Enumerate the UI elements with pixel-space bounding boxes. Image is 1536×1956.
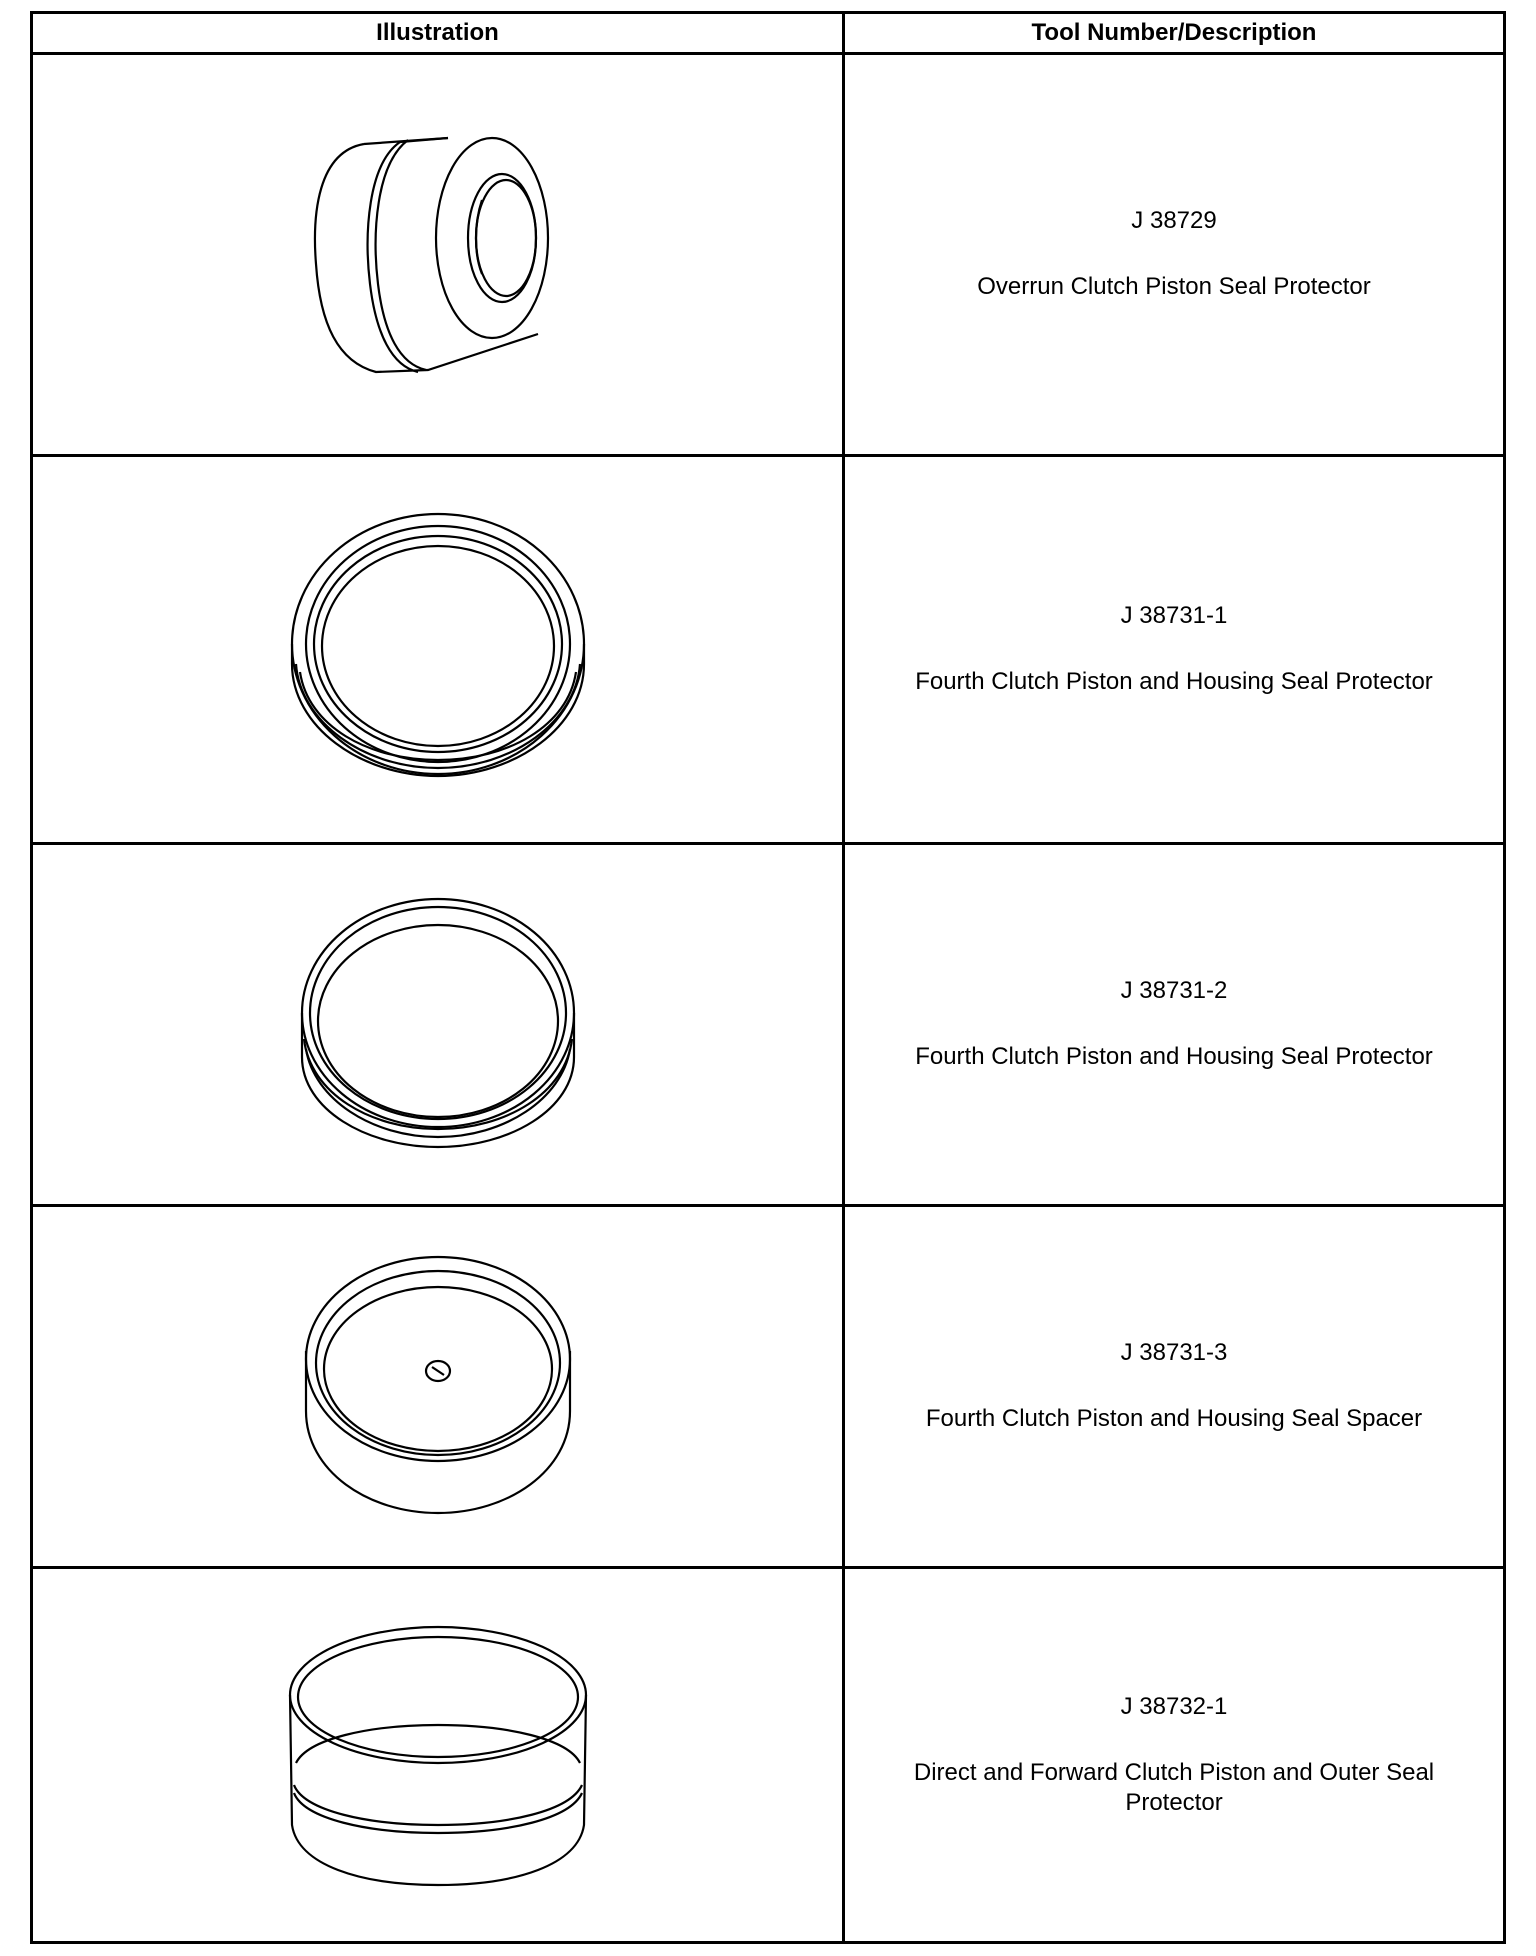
tool-number: J 38732-1 [1120,1692,1228,1720]
tool-number: J 38731-1 [1120,602,1228,630]
tool-table [30,11,1506,1944]
tool-description: Fourth Clutch Piston and Housing Seal Spacer [925,1405,1423,1433]
description-cell [844,1205,1505,1567]
illustration-cell [32,455,844,843]
table-row [32,455,1505,843]
tool-description: Overrun Clutch Piston Seal Protector [977,273,1371,301]
table-row [32,1567,1505,1942]
header-illustration: Illustration [32,13,844,54]
seal-spacer-cup-icon [288,1251,588,1521]
tool-number: J 38729 [1131,207,1217,235]
illustration-cell [32,1567,844,1942]
header-tool-number-description: Tool Number/Description [844,13,1505,54]
header-row [32,13,1505,54]
tool-number: J 38731-2 [1120,977,1228,1005]
ring-seal-protector-icon [288,889,588,1159]
tool-description: Direct and Forward Clutch Piston and Outer Seal Protector [913,1758,1435,1816]
table-row [32,844,1505,1206]
ring-seal-protector-icon [278,504,598,794]
description-cell [844,54,1505,456]
tool-description: Fourth Clutch Piston and Housing Seal Protector [915,1043,1433,1071]
sleeve-seal-protector-icon [278,1615,598,1895]
tapered-seal-protector-icon [268,104,608,404]
table-row [32,1205,1505,1567]
description-cell [844,844,1505,1206]
illustration-cell [32,1205,844,1567]
illustration-cell [32,844,844,1206]
illustration-cell [32,54,844,456]
description-cell [844,1567,1505,1942]
table-row [32,54,1505,456]
tool-number: J 38731-3 [1120,1339,1228,1367]
description-cell [844,455,1505,843]
tool-description: Fourth Clutch Piston and Housing Seal Protector [915,668,1433,696]
